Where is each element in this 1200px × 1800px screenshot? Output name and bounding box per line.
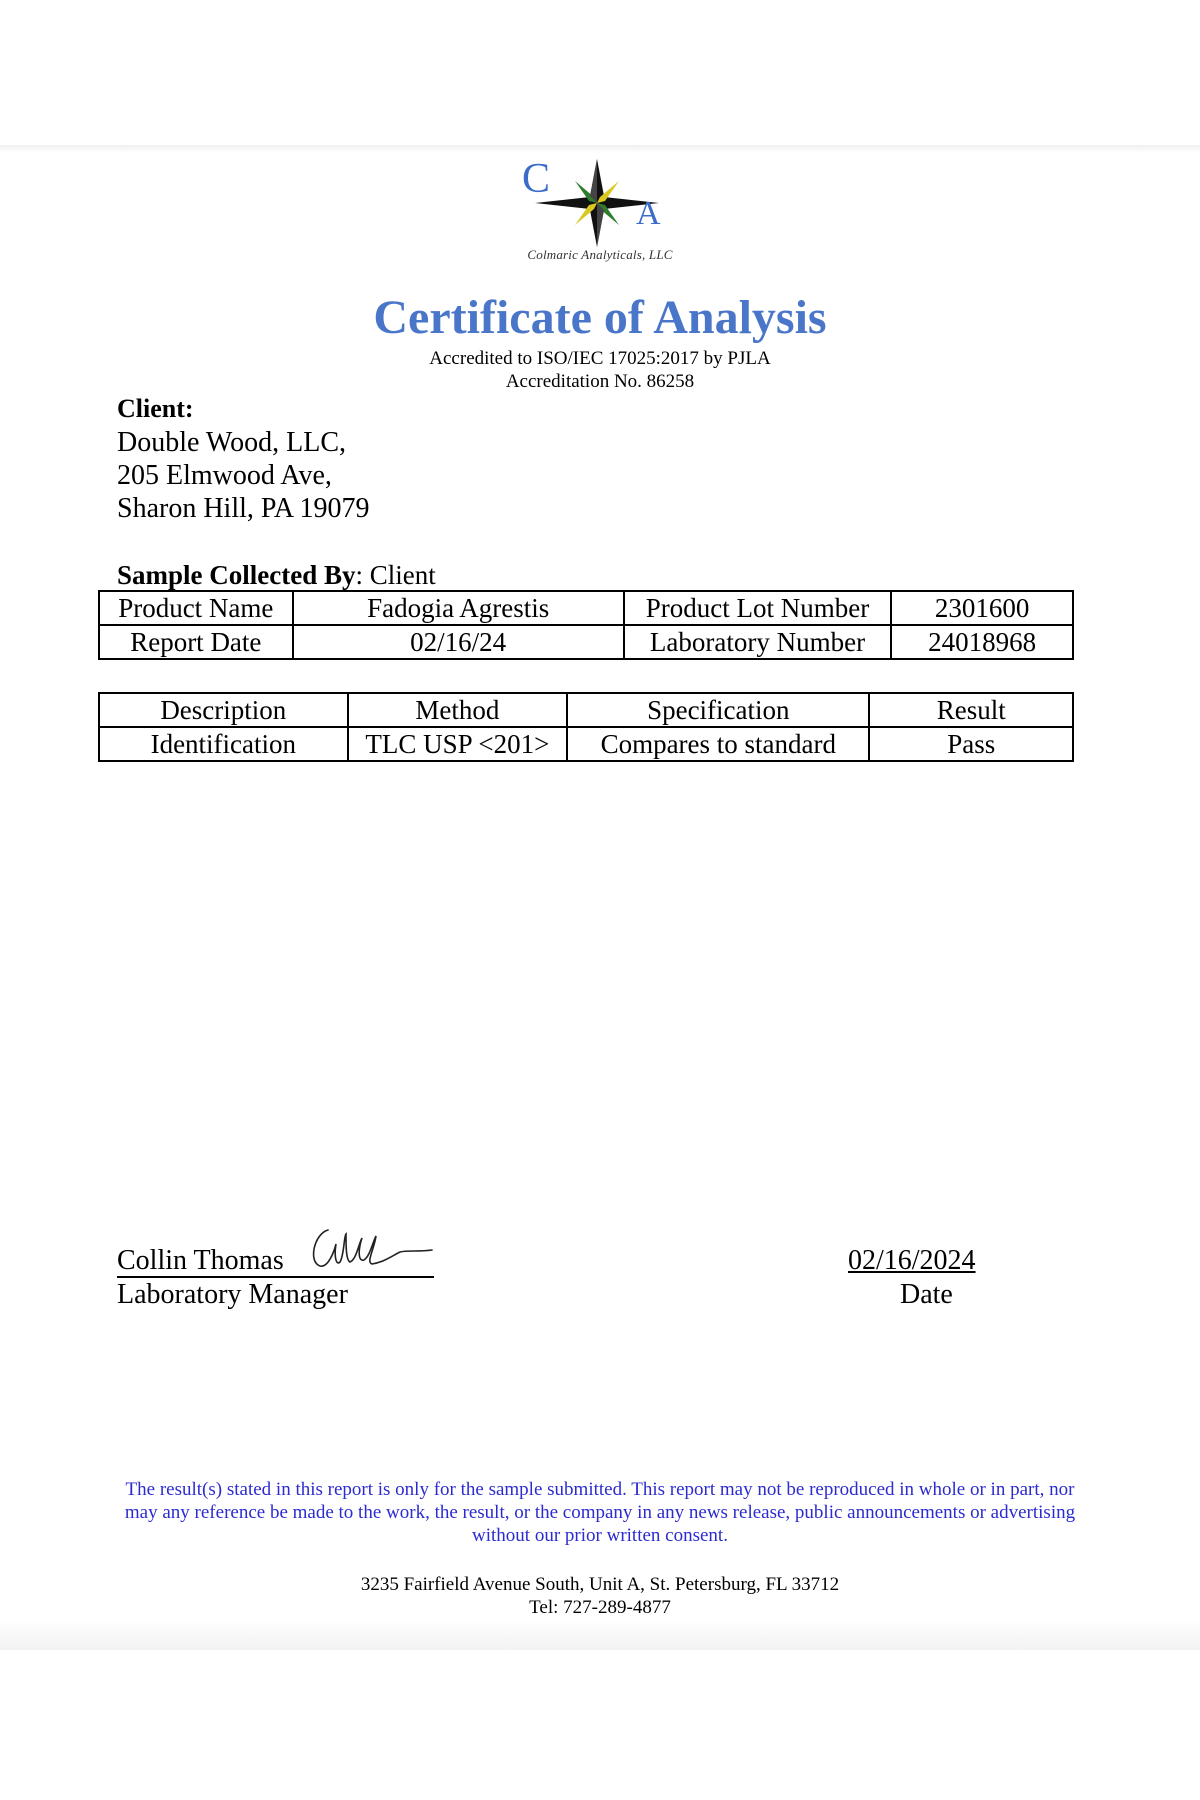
signature-date: 02/16/2024 xyxy=(848,1245,976,1276)
signature-line xyxy=(117,1276,434,1278)
column-header: Method xyxy=(348,693,567,727)
client-name: Double Wood, LLC, xyxy=(117,427,346,458)
accreditation-number: Accreditation No. 86258 xyxy=(505,371,695,392)
logo-letter-a: A xyxy=(636,195,661,232)
table-cell: Report Date xyxy=(99,625,293,659)
column-header: Description xyxy=(99,693,348,727)
lab-address: 3235 Fairfield Avenue South, Unit A, St. Petersburg, FL 33712 xyxy=(360,1574,840,1595)
table-header-row xyxy=(99,693,1073,727)
page-title: Certificate of Analysis xyxy=(373,291,827,344)
table-cell: 2301600 xyxy=(891,591,1073,625)
logo-letter-c: C xyxy=(522,156,551,202)
table-row xyxy=(99,591,1073,625)
table-cell: TLC USP <201> xyxy=(348,727,567,761)
table-row xyxy=(99,625,1073,659)
signature-image xyxy=(300,1222,440,1277)
table-cell: Product Lot Number xyxy=(624,591,891,625)
results-table xyxy=(98,692,1074,762)
column-header: Result xyxy=(869,693,1073,727)
client-street: 205 Elmwood Ave, xyxy=(117,460,332,491)
table-cell: 24018968 xyxy=(891,625,1073,659)
sample-collected-by xyxy=(117,560,436,591)
product-info-table xyxy=(98,590,1074,660)
accreditation-text: Accredited to ISO/IEC 17025:2017 by PJLA xyxy=(429,348,771,369)
lab-phone: Tel: 727-289-4877 xyxy=(529,1597,671,1618)
table-cell: 02/16/24 xyxy=(293,625,624,659)
table-cell: Compares to standard xyxy=(567,727,869,761)
date-label: Date xyxy=(900,1279,953,1310)
sample-collected-label: Sample Collected By xyxy=(117,560,356,590)
sample-collected-value: : Client xyxy=(355,560,436,590)
page-top-edge xyxy=(0,145,1200,153)
company-logo xyxy=(0,155,1200,265)
signatory-title: Laboratory Manager xyxy=(117,1279,348,1310)
table-cell: Product Name xyxy=(99,591,293,625)
signatory-name: Collin Thomas xyxy=(117,1245,284,1276)
table-cell: Laboratory Number xyxy=(624,625,891,659)
table-row xyxy=(99,727,1073,761)
table-cell: Pass xyxy=(869,727,1073,761)
table-cell: Fadogia Agrestis xyxy=(293,591,624,625)
column-header: Specification xyxy=(567,693,869,727)
client-label: Client: xyxy=(117,394,194,423)
logo-company-name: Colmaric Analyticals, LLC xyxy=(527,247,673,262)
client-city: Sharon Hill, PA 19079 xyxy=(117,493,370,524)
disclaimer-text: The result(s) stated in this report is only for the sample submitted. This report may not be reproduced in whole or in part, nor may any reference be made to the work, the result, or the company in any news release, public announcements or advertising without our prior written consent. xyxy=(124,1479,1076,1546)
page-bottom-edge xyxy=(0,1620,1200,1650)
table-cell: Identification xyxy=(99,727,348,761)
